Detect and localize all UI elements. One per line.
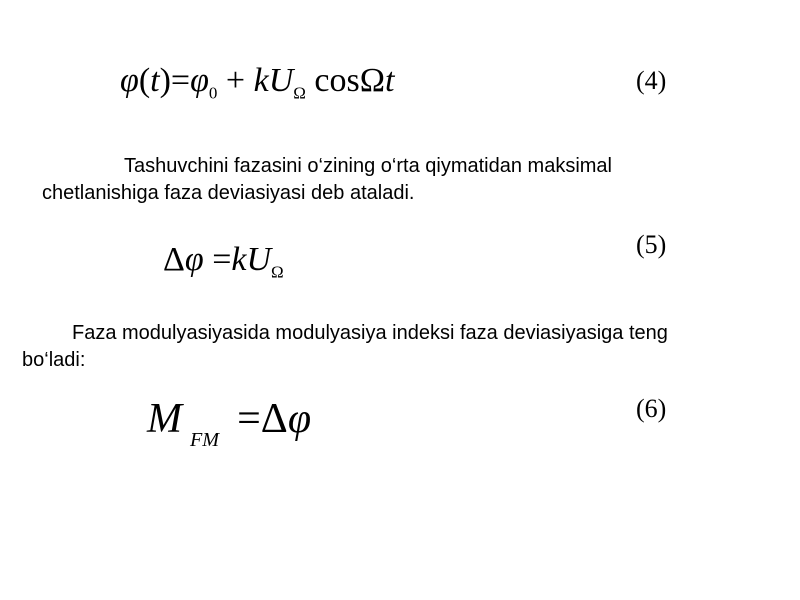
equals-sign: = bbox=[237, 396, 261, 442]
u-amplitude: U bbox=[268, 62, 294, 99]
equals-sign: = bbox=[170, 62, 191, 99]
phi-symbol: φ bbox=[287, 396, 312, 442]
formula-4 bbox=[120, 62, 395, 103]
delta-symbol: Δ bbox=[260, 396, 288, 442]
plus-sign: + bbox=[225, 62, 246, 99]
fm-subscript bbox=[190, 429, 219, 451]
paragraph-modulation-index-line1: Faza modulyasiyasida modulyasiya indeksi faza deviasiyasiga teng bbox=[72, 322, 668, 344]
phi-symbol: φ bbox=[120, 62, 139, 99]
paragraph-phase-deviation-line1: Tashuvchini fazasini o‘zining o‘rta qiymatidan maksimal bbox=[124, 155, 612, 177]
equation-number-5: (5) bbox=[636, 230, 667, 259]
paragraph-modulation-index-line2: bo‘ladi: bbox=[22, 349, 86, 371]
zero-subscript: 0 bbox=[208, 83, 218, 103]
paragraph-phase-deviation-line2: chetlanishiga faza deviasiyasi deb ataladi. bbox=[42, 182, 415, 204]
equals-sign: = bbox=[212, 241, 232, 278]
left-paren: ( bbox=[138, 62, 151, 99]
t-variable: t bbox=[150, 62, 160, 99]
m-index: M bbox=[147, 396, 182, 442]
phi-symbol: φ bbox=[184, 241, 204, 278]
delta-symbol: Δ bbox=[163, 241, 185, 278]
omega-symbol: Ω bbox=[359, 62, 386, 99]
t-variable-2: t bbox=[385, 62, 395, 99]
omega-subscript: Ω bbox=[271, 262, 284, 282]
right-paren: ) bbox=[159, 62, 171, 99]
k-coefficient: k bbox=[231, 241, 247, 278]
equation-number-4: (4) bbox=[636, 66, 667, 95]
equation-number-6: (6) bbox=[636, 394, 667, 423]
omega-subscript: Ω bbox=[293, 83, 306, 103]
formula-6 bbox=[147, 396, 312, 452]
u-amplitude: U bbox=[246, 241, 272, 278]
formula-5 bbox=[163, 241, 284, 282]
cos-function: cos bbox=[314, 62, 360, 99]
fm-subscript-text: FM bbox=[190, 429, 220, 452]
phi-zero-symbol: φ bbox=[190, 62, 209, 99]
k-coefficient: k bbox=[253, 62, 269, 99]
